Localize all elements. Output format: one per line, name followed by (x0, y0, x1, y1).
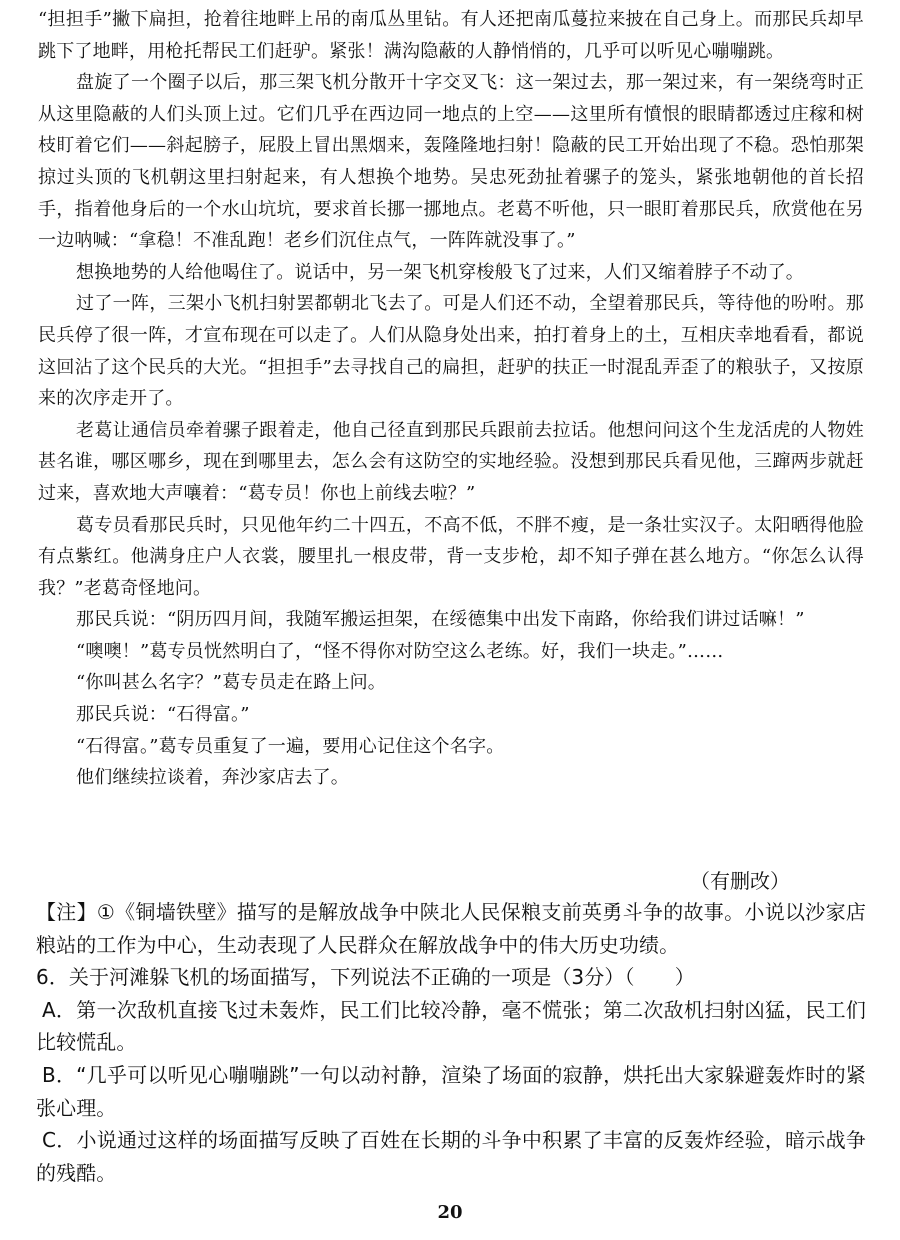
question-stem: 6．关于河滩躲飞机的场面描写，下列说法不正确的一项是（3分）（ ） (36, 965, 695, 990)
paragraph: 盘旋了一个圈子以后，那三架飞机分散开十字交叉飞：这一架过去，那一架过来，有一架绕弯时正从这里隐蔽的人们头顶上过。它们几乎在西边同一地点的上空——这里所有憤恨的眼睛都透过庄稼和树枝盯着它们——斜起膀子，屁股上冒出黑烟来，轰隆隆地扫射！隐蔽的民工开始出现了不稳。恐怕那架掠过头顶的飞机朝这里扫射起来，有人想换个地势。吴忠死劲扯着骡子的笼头，紧张地朝他的首长招手，指着他身后的一个水山坑坑，要求首长挪一挪地点。老葛不听他，只一眼盯着那民兵，欣赏他在另一边呐喊：“拿稳！不准乱跑！老乡们沉住点气，一阵阵就没事了。” (38, 72, 864, 252)
story-text (38, 4, 864, 794)
paragraph: 过了一阵，三架小飞机扫射罢都朝北飞去了。可是人们还不动，全望着那民兵，等待他的吩咐。那民兵停了很一阵，才宣布现在可以走了。人们从隐身处出来，拍打着身上的土，互相庆幸地看看，都说这回沾了这个民兵的大光。“担担手”去寻找自己的扁担，赶驴的扶正一时混乱弄歪了的粮驮子，又按原来的次序走开了。 (38, 293, 864, 410)
option-b: B．“几乎可以听见心嘣嘣跳”一句以动衬静，渲染了场面的寂静，烘托出大家躲避轰炸时的紧张心理。 (36, 1062, 866, 1120)
paragraph: 那民兵说：“阴历四月间，我随军搬运担架，在绥德集中出发下南路，你给我们讲过话嘛！” (76, 609, 805, 631)
paragraph: “担担手”撇下扁担，抢着往地畔上吊的南瓜丛里钻。有人还把南瓜蔓拉来披在自己身上。而那民兵却早跳下了地畔，用枪托帮民工们赶驴。紧张！满沟隐蔽的人静悄悄的，几乎可以听见心嘣嘣跳。 (38, 9, 864, 62)
paragraph: 葛专员看那民兵时，只见他年约二十四五，不高不低，不胖不瘦，是一条壮实汉子。太阳晒得他脸有点紫红。他满身庄户人衣裳，腰里扎一根皮带，背一支步枪，却不知子弹在甚么地方。“你怎么认得我？”老葛奇怪地问。 (38, 514, 864, 599)
notes-and-question (36, 896, 866, 1189)
option-c: C．小说通过这样的场面描写反映了百姓在长期的斗争中积累了丰富的反轰炸经验，暗示战争的残酷。 (36, 1128, 866, 1185)
paragraph: 想换地势的人给他喝住了。说话中，另一架飞机穿梭般飞了过来，人们又缩着脖子不动了。 (76, 261, 804, 283)
paragraph: “石得富。”葛专员重复了一遍，要用心记住这个名字。 (76, 735, 505, 757)
paragraph: “噢噢！”葛专员恍然明白了，“怪不得你对防空这么老练。好，我们一块走。”…… (76, 640, 724, 662)
paragraph: 那民兵说：“石得富。” (76, 704, 250, 726)
paragraph: 他们继续拉谈着，奔沙家店去了。 (76, 767, 349, 789)
paragraph: “你叫甚么名字？”葛专员走在路上问。 (76, 672, 387, 694)
source-note: （有删改） (690, 869, 790, 893)
paragraph: 老葛让通信员牵着骡子跟着走，他自己径直到那民兵跟前去拉话。他想问问这个生龙活虎的人物姓甚名谁，哪区哪乡，现在到哪里去，怎么会有这防空的实地经验。没想到那民兵看见他，三蹿两步就赶过来，喜欢地大声嚷着：“葛专员！你也上前线去啦？” (38, 419, 864, 504)
option-a: A．第一次敌机直接飞过未轰炸，民工们比较冷静，毫不慌张；第二次敌机扫射凶猛，民工们比较慌乱。 (36, 997, 866, 1055)
page-number: 20 (437, 1202, 463, 1223)
annotation-note: 【注】①《铜墙铁壁》描写的是解放战争中陕北人民保粮支前英勇斗争的故事。小说以沙家店粮站的工作为中心，生动表现了人民群众在解放战争中的伟大历史功绩。 (36, 900, 866, 957)
